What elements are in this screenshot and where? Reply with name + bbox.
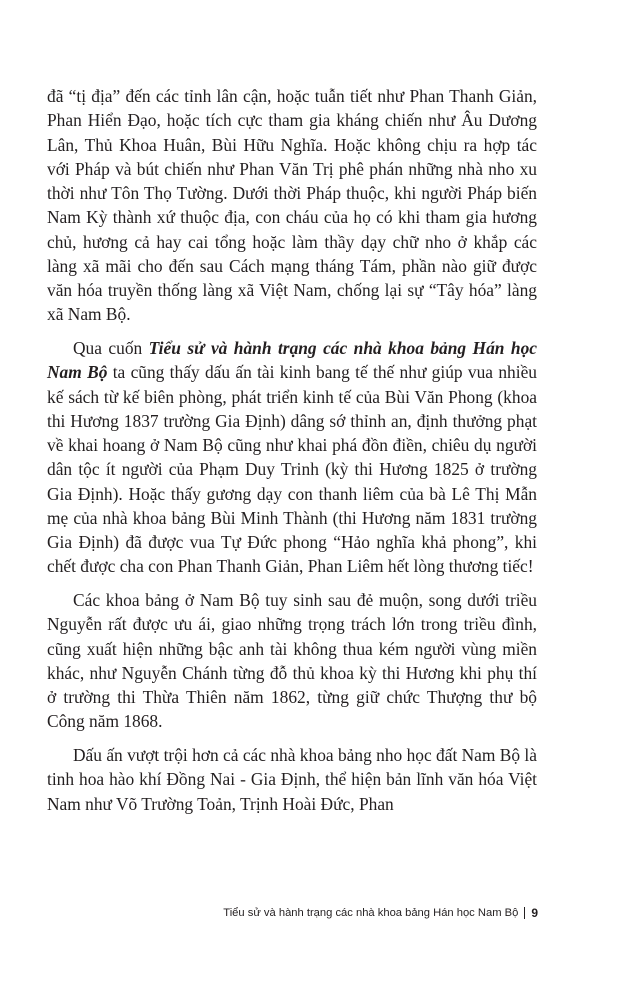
page-body bbox=[47, 84, 537, 825]
paragraph-2 bbox=[47, 336, 537, 579]
paragraph-2-text-start: Qua cuốn bbox=[73, 338, 149, 358]
running-title: Tiểu sử và hành trạng các nhà khoa bảng Hán học Nam Bộ bbox=[223, 907, 519, 919]
paragraph-4-text: Dấu ấn vượt trội hơn cả các nhà khoa bảng nho học đất Nam Bộ là tinh hoa hào khí Đồng Nai - Gia Định, thể hiện bản lĩnh văn hóa Việt Nam như Võ Trường Toản, Trịnh Hoài Đức, Phan bbox=[47, 745, 537, 814]
paragraph-1 bbox=[47, 84, 537, 327]
paragraph-2-text-rest: ta cũng thấy dấu ấn tài kinh bang tế thế như giúp vua nhiều kế sách từ kế biên phòng, phát triển kinh tế của Bùi Văn Phong (khoa thi Hương 1837 trường Gia Định) dâng sớ thỉnh an, định thưởng phạt về khai hoang ở Nam Bộ cũng như khai phá đồn điền, chiêu dụ người dân tộc ít người của Phạm Duy Trinh (kỳ thi Hương 1825 ở trường Gia Định). Hoặc thấy gương dạy con thanh liêm của bà Lê Thị Mẫn mẹ của nhà khoa bảng Bùi Minh Thành (thi Hương năm 1831 trường Gia Định) đã được vua Tự Đức phong “Hảo nghĩa khả phong”, khi chết được cha con Phan Thanh Giản, Phan Liêm hết lòng thương tiếc! bbox=[47, 362, 537, 577]
footer-separator bbox=[524, 907, 525, 919]
paragraph-4 bbox=[47, 743, 537, 816]
book-title-emphasis: Tiểu sử và hành trạng các nhà khoa bảng Hán học Nam Bộ bbox=[47, 338, 537, 383]
paragraph-3-text: Các khoa bảng ở Nam Bộ tuy sinh sau đẻ muộn, song dưới triều Nguyễn rất được ưu ái, giao những trọng trách lớn trong triều đình, cũng xuất hiện những bậc anh tài không thua kém người vùng miền khác, như Nguyễn Chánh từng đỗ thủ khoa kỳ thi Hương khi phụ thí ở trường thi Thừa Thiên năm 1862, từng giữ chức Thượng thư bộ Công năm 1868. bbox=[47, 590, 537, 732]
page-number: 9 bbox=[531, 906, 538, 920]
paragraph-1-text: đã “tị địa” đến các tỉnh lân cận, hoặc tuẫn tiết như Phan Thanh Giản, Phan Hiển Đạo, hoặc tích cực tham gia kháng chiến như Âu Dương Lân, Thủ Khoa Huân, Bùi Hữu Nghĩa. Hoặc không chịu ra hợp tác với Pháp và bút chiến như Phan Văn Trị phê phán những nhà nho xu thời như Tôn Thọ Tường. Dưới thời Pháp thuộc, khi người Pháp biến Nam Kỳ thành xứ thuộc địa, con cháu của họ có khi tham gia hương chủ, hương cả hay cai tổng hoặc làm thầy dạy chữ nho ở khắp các làng xã mãi cho đến sau Cách mạng tháng Tám, phần nào giữ được văn hóa truyền thống làng xã Việt Nam, chống lại sự “Tây hóa” làng xã Nam Bộ. bbox=[47, 86, 537, 325]
paragraph-3 bbox=[47, 588, 537, 734]
page-footer bbox=[223, 905, 538, 921]
